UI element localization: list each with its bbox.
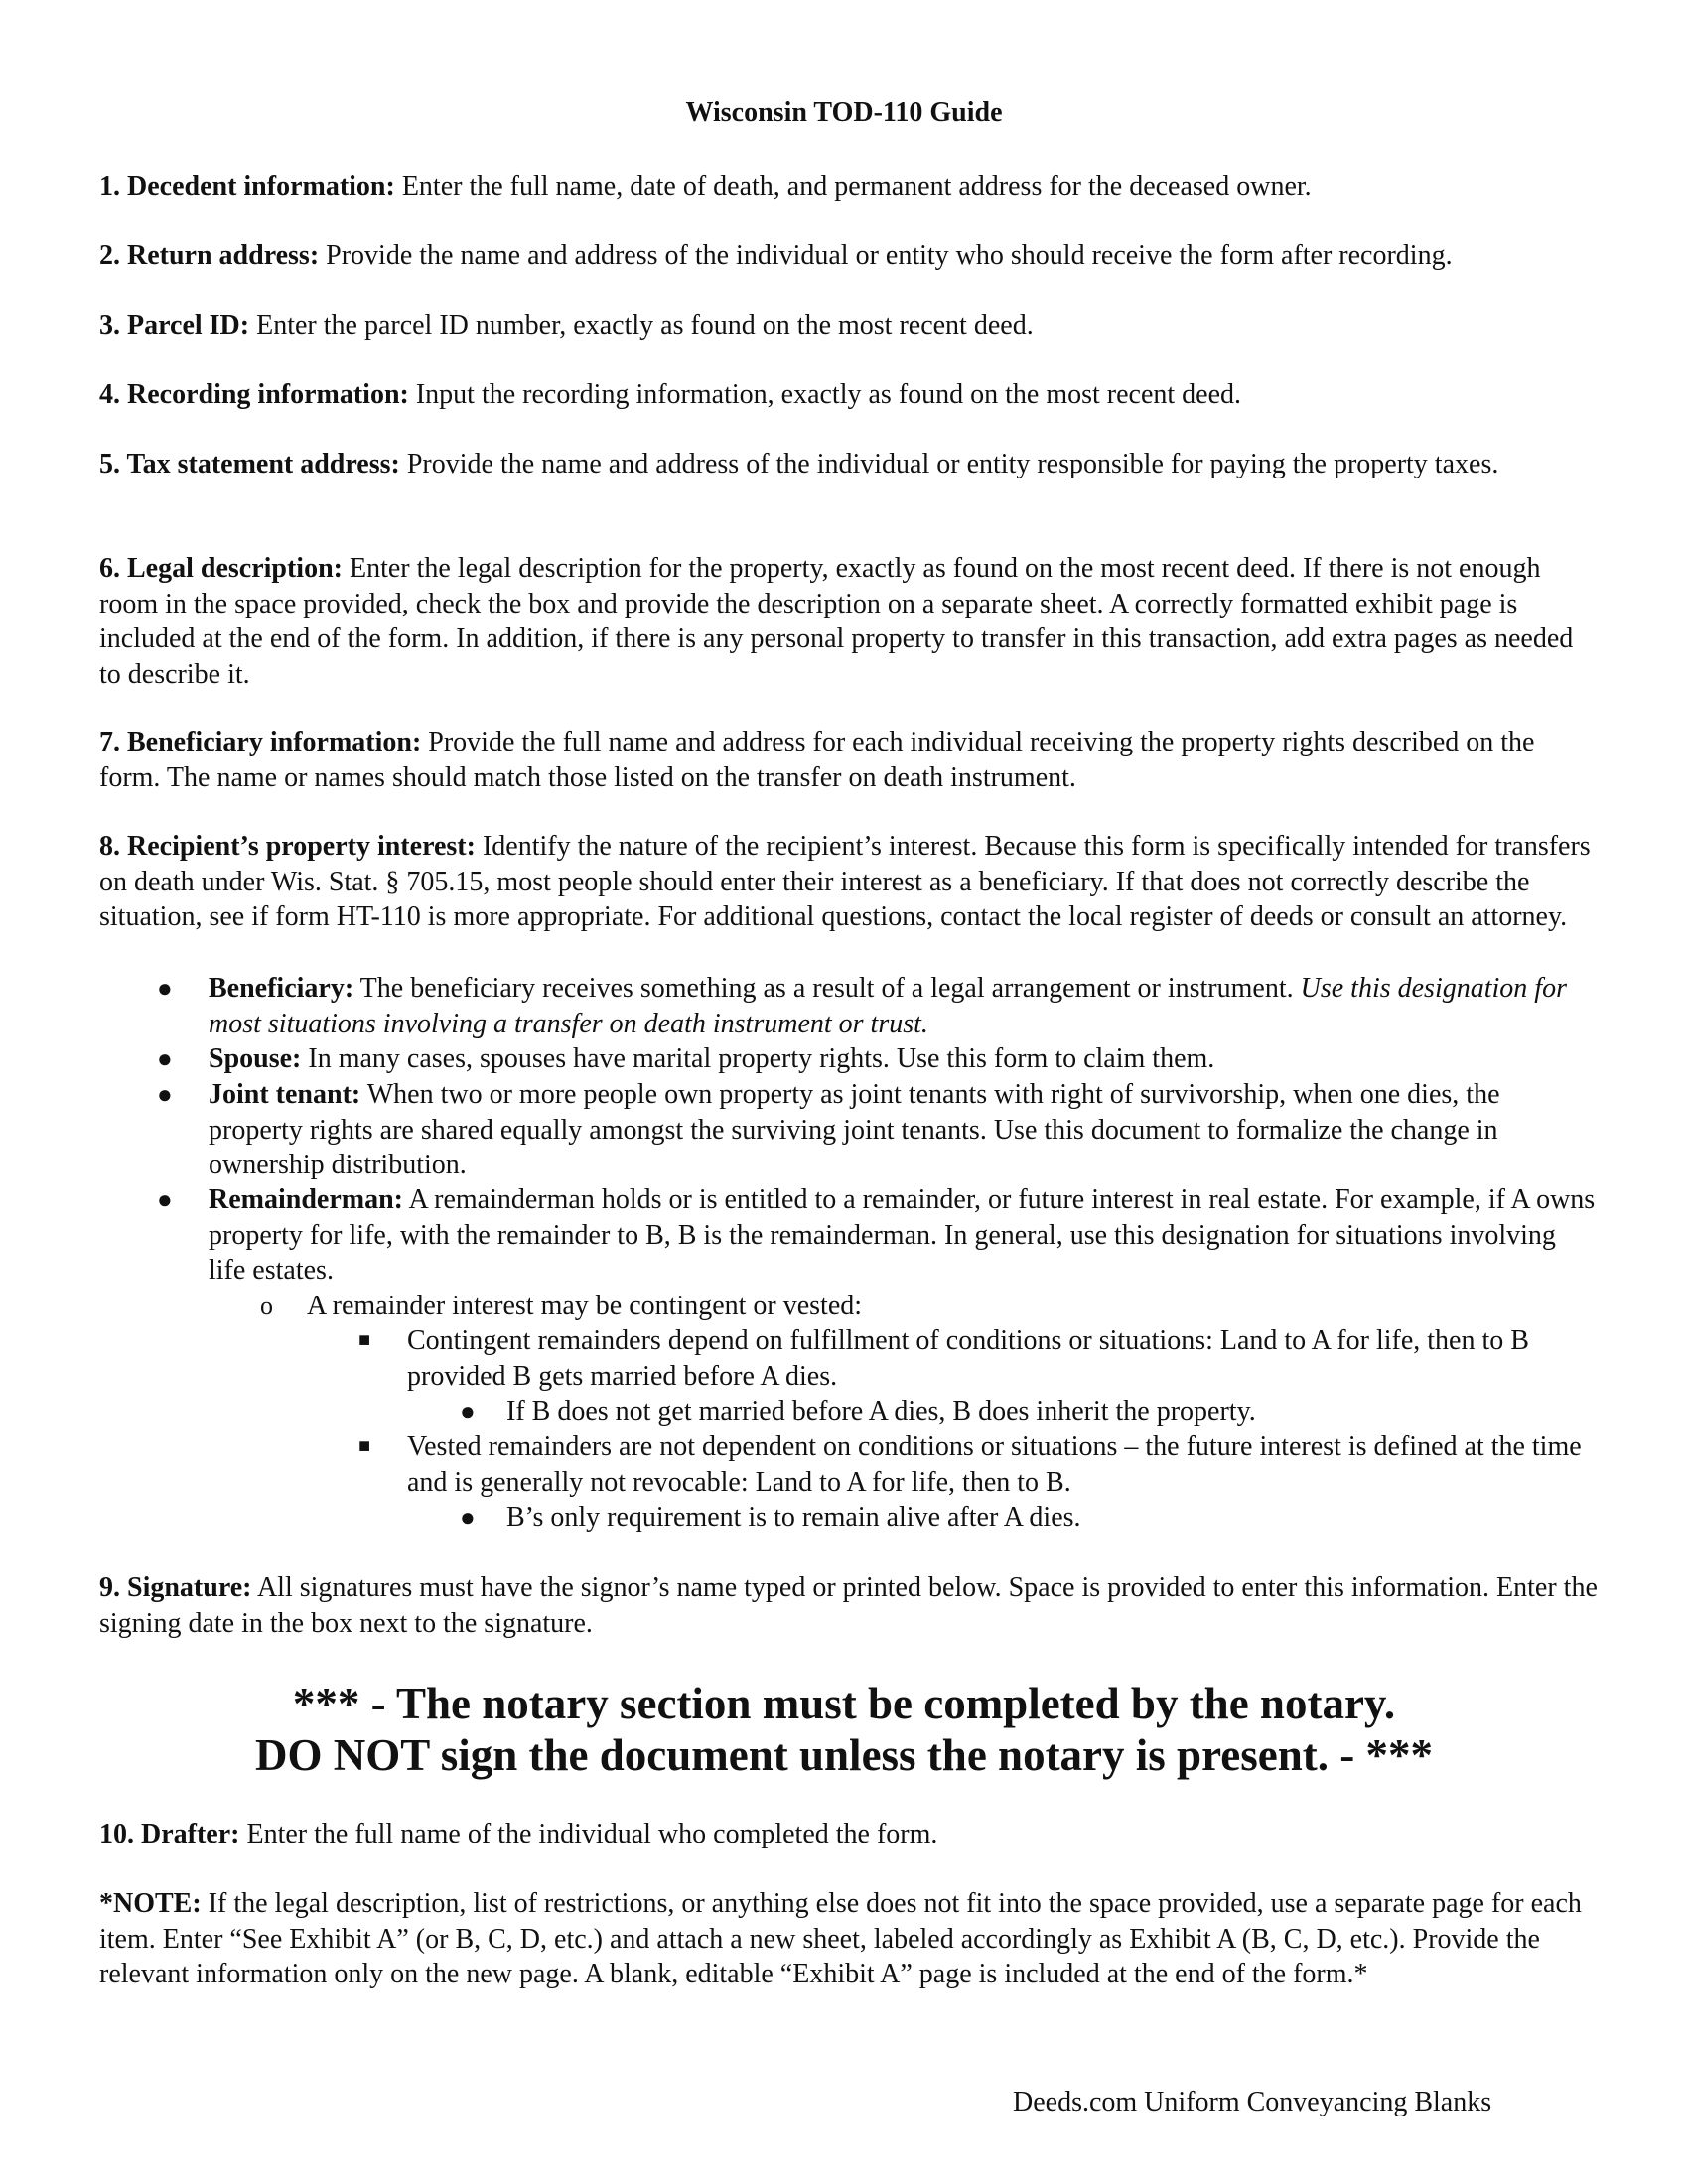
notary-warning-line-1: *** - The notary section must be completed by the notary.: [292, 1679, 1396, 1728]
notary-warning-line-2: DO NOT sign the document unless the notary is present. - ***: [255, 1730, 1433, 1780]
section-label: 8. Recipient’s property interest:: [99, 831, 476, 862]
bullet-dot-icon: ●: [157, 974, 173, 1003]
bullet-dot-icon: ●: [157, 1080, 173, 1109]
list-item-label: Remainderman:: [209, 1184, 403, 1215]
bullet-dot-icon: ●: [157, 1185, 173, 1214]
section-recipient-property-interest: [99, 829, 1599, 935]
section-text: Provide the full name and address for each individual receiving the property rights described on the form. The name or names should match those listed on the transfer on death instrument.: [99, 727, 1535, 793]
bullet-square-icon: ■: [358, 1435, 371, 1457]
section-label: 3. Parcel ID:: [99, 310, 250, 341]
section-label: 10. Drafter:: [99, 1819, 240, 1849]
list-item-label: Beneficiary:: [209, 973, 354, 1004]
section-text: Provide the name and address of the individual or entity who should receive the form after recording.: [319, 240, 1453, 271]
list-item-remainderman: [209, 1182, 1599, 1289]
section-label: 6. Legal description:: [99, 553, 343, 584]
section-text: Enter the full name, date of death, and permanent address for the deceased owner.: [394, 171, 1312, 202]
list-item-contingent-example: If B does not get married before A dies, B does inherit the property.: [506, 1396, 1256, 1427]
section-label: 2. Return address:: [99, 240, 320, 271]
bullet-dot-icon: ●: [460, 1503, 476, 1532]
section-tax-statement-address: [99, 447, 1599, 482]
list-item-text: A remainderman holds or is entitled to a remainder, or future interest in real estate. For example, if A owns property for life, with the remainder to B, B is the remainderman. In general, use this designation for situations involving life estates.: [209, 1184, 1596, 1286]
section-label: 5. Tax statement address:: [99, 449, 400, 479]
bullet-dot-icon: ●: [157, 1044, 173, 1073]
section-signature: [99, 1570, 1599, 1641]
footer-credit: Deeds.com Uniform Conveyancing Blanks: [1013, 2087, 1492, 2117]
list-item-italic-text: Use this designation for most situations involving a transfer on death instrument or trust.: [209, 973, 1567, 1039]
bullet-square-icon: ■: [358, 1329, 371, 1351]
list-item-vested-example: B’s only requirement is to remain alive after A dies.: [506, 1502, 1081, 1533]
section-label: 4. Recording information:: [99, 379, 409, 410]
section-return-address: [99, 238, 1599, 274]
note-label: *NOTE:: [99, 1888, 202, 1919]
list-item-contingent-remainders: Contingent remainders depend on fulfillment of conditions or situations: Land to A for life, then to B provided B gets married before A dies.: [407, 1325, 1529, 1392]
section-legal-description: [99, 551, 1599, 692]
section-beneficiary-information: [99, 725, 1599, 795]
bullet-circle-icon: o: [260, 1292, 273, 1320]
list-item-text: When two or more people own property as joint tenants with right of survivorship, when one dies, the property rights are shared equally amongst the surviving joint tenants. Use this document to formalize the change in ownership distribution.: [209, 1079, 1500, 1180]
section-text: Input the recording information, exactly as found on the most recent deed.: [408, 379, 1242, 410]
section-label: 7. Beneficiary information:: [99, 727, 422, 757]
list-item-vested-remainders: Vested remainders are not dependent on conditions or situations – the future interest is defined at the time and is generally not revocable: Land to A for life, then to B.: [407, 1432, 1582, 1498]
list-item-remainder-interest: A remainder interest may be contingent or vested:: [307, 1291, 863, 1321]
section-text: Enter the full name of the individual who completed the form.: [239, 1819, 938, 1849]
section-text: Provide the name and address of the individual or entity responsible for paying the property taxes.: [399, 449, 1499, 479]
bullet-dot-icon: ●: [460, 1397, 476, 1426]
list-item-beneficiary: [209, 971, 1599, 1041]
section-text: Enter the legal description for the property, exactly as found on the most recent deed. If there is not enough room in the space provided, check the box and provide the description on a separate sheet. A correctly formatted exhibit page is included at the end of the form. In addition, if there is any personal property to transfer in this transaction, add extra pages as needed to describe it.: [99, 553, 1574, 690]
section-text: Identify the nature of the recipient’s interest. Because this form is specifically intended for transfers on death under Wis. Stat. § 705.15, most people should enter their interest as a beneficiary. If that does not correctly describe the situation, see if form HT-110 is more appropriate. For additional questions, contact the local register of deeds or consult an attorney.: [99, 831, 1591, 932]
note-paragraph: [99, 1886, 1599, 1992]
list-item-label: Joint tenant:: [209, 1079, 361, 1110]
page-title: Wisconsin TOD-110 Guide: [685, 97, 1003, 128]
section-recording-information: [99, 377, 1599, 413]
list-item-label: Spouse:: [209, 1043, 302, 1074]
section-text: Enter the parcel ID number, exactly as found on the most recent deed.: [249, 310, 1034, 341]
list-item-spouse: [209, 1041, 1599, 1077]
section-decedent-information: [99, 169, 1599, 205]
section-drafter: [99, 1817, 1599, 1852]
list-item-text: In many cases, spouses have marital property rights. Use this form to claim them.: [301, 1043, 1215, 1074]
note-text: If the legal description, list of restrictions, or anything else does not fit into the space provided, use a separate page for each item. Enter “See Exhibit A” (or B, C, D, etc.) and attach a new sheet, labeled accordingly as Exhibit A (B, C, D, etc.). Provide the relevant information only on the new page. A blank, editable “Exhibit A” page is included at the end of the form.*: [99, 1888, 1582, 1989]
list-item-joint-tenant: [209, 1077, 1599, 1183]
section-label: 9. Signature:: [99, 1572, 252, 1603]
section-label: 1. Decedent information:: [99, 171, 395, 202]
list-item-text: The beneficiary receives something as a result of a legal arrangement or instrument.: [353, 973, 1301, 1004]
section-text: All signatures must have the signor’s name typed or printed below. Space is provided to enter this information. Enter the signing date in the box next to the signature.: [99, 1572, 1598, 1639]
section-parcel-id: [99, 308, 1599, 343]
